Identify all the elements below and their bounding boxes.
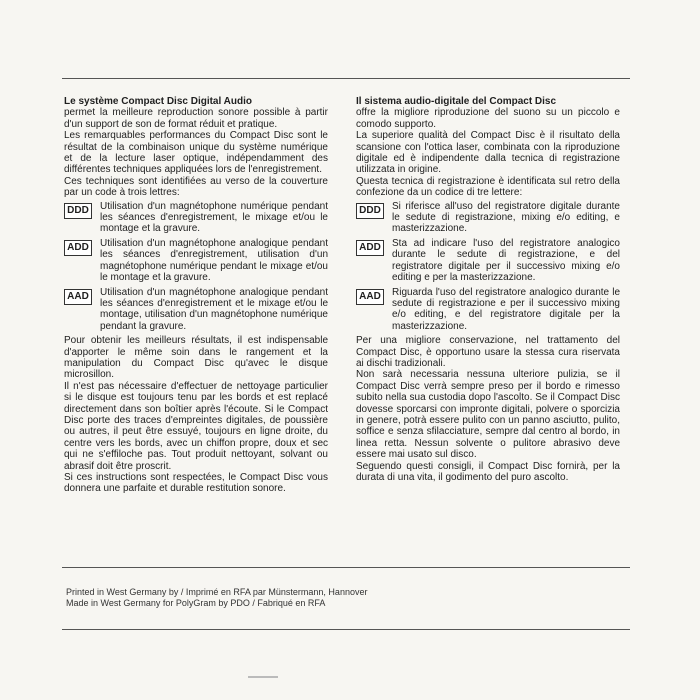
italian-code-ddd	[356, 201, 620, 235]
italian-heading: Il sistema audio-digitale del Compact Disc	[356, 96, 557, 107]
french-paragraph-3: Ces techniques sont identifiées au verso de la couverture par un code à trois lettres:	[64, 175, 328, 199]
imprint-made-line: Made in West Germany for PolyGram by PDO / Fabriqué en RFA	[66, 598, 326, 608]
middle-rule	[62, 567, 630, 568]
french-code-add	[64, 238, 328, 284]
french-code-ddd	[64, 201, 328, 235]
french-paragraph-4: Pour obtenir les meilleurs résultats, il est indispensable d'apporter le même soin dans le rangement et la manipulation du Compact Disc qu'avec le disque microsillon.	[64, 335, 328, 381]
add-badge: ADD	[64, 240, 92, 256]
imprint	[66, 587, 367, 609]
aad-description: Riguarda l'uso del registratore analogico durante le sedute di registrazione e per il successivo mixing e/o editing, e del registratore digitale per la masterizzazione.	[392, 286, 620, 332]
italian-paragraph-5: Non sarà necessaria nessuna ulteriore pulizia, se il Compact Disc verrà sempre preso per il bordo e rimesso subito nella sua custodia dopo l'ascolto. Se il Compact Disc dovesse sporcarsi con impronte digitali, polvere o sporcizia in genere, potrà essere pulito con un panno asciutto, pulito, soffice e senza sfilacciature, sempre dal centro al bordo, in linea retta. Nessun solvente o pulitore abrasivo deve essere mai usato sul disco.	[356, 369, 620, 461]
italian-code-add	[356, 238, 620, 284]
french-code-aad	[64, 287, 328, 333]
aad-badge: AAD	[64, 289, 92, 305]
french-heading: Le système Compact Disc Digital Audio	[64, 96, 253, 107]
italian-intro: offre la migliore riproduzione del suono su un piccolo e comodo supporto.	[356, 107, 620, 130]
french-paragraph-5: Il n'est pas nécessaire d'effectuer de nettoyage particulier si le disque est toujours tenu par les bords et est replacé directement dans son boîtier après l'écoute. Si le Compact Disc porte des traces d'empreintes digitales, de poussière ou autres, il peut être essuyé, toujours en ligne droite, du centre vers les bords, avec un chiffon propre, doux et sec qui ne s'effiloche pas. Tout produit nettoyant, solvant ou abrasif doit être proscrit.	[64, 380, 328, 472]
bottom-rule	[62, 629, 630, 630]
ddd-description: Si riferisce all'uso del registratore digitale durante le sedute di registrazione, mixing e/o editing, e masterizzazione.	[392, 200, 620, 235]
french-column	[64, 96, 328, 495]
ddd-badge: DDD	[64, 203, 92, 219]
bottom-mark	[248, 676, 278, 678]
italian-paragraph-6: Seguendo questi consigli, il Compact Disc fornirà, per la durata di una vita, il godimento del puro ascolto.	[356, 460, 620, 483]
add-description: Sta ad indicare l'uso del registratore analogico durante le sedute di registrazione, e del registratore digitale per il successivo mixing e/o editing e per la masterizzazione.	[392, 237, 620, 284]
ddd-badge: DDD	[356, 203, 384, 219]
italian-paragraph-4: Per una migliore conservazione, nel trattamento del Compact Disc, è opportuno usare la stessa cura riservata ai dischi tradizionali.	[356, 335, 620, 369]
french-paragraph-6: Si ces instructions sont respectées, le Compact Disc vous donnera une parfaite et durable restitution sonore.	[64, 472, 328, 495]
aad-badge: AAD	[356, 289, 384, 305]
italian-code-aad	[356, 287, 620, 333]
french-intro: permet la meilleure reproduction sonore possible à partir d'un support de son de format réduit et pratique.	[64, 107, 328, 130]
italian-paragraph-3: Questa tecnica di registrazione è identificata sul retro della confezione da un codice di tre lettere:	[356, 175, 620, 199]
french-paragraph-2: Les remarquables performances du Compact Disc sont le résultat de la combinaison unique du système numérique et de la lecture laser optique, indépendamment des différentes techniques appliquées lors de l'enregistrement.	[64, 130, 328, 176]
add-badge: ADD	[356, 240, 384, 256]
italian-column	[356, 96, 620, 483]
top-rule	[62, 78, 630, 79]
italian-paragraph-2: La superiore qualità del Compact Disc è il risultato della scansione con l'ottica laser, combinata con la riproduzione digitale ed è indipendente dalla tecnica di registrazione utilizzata in origine.	[356, 130, 620, 176]
add-description: Utilisation d'un magnétophone analogique pendant les séances d'enregistrement, utilisation d'un magnétophone numérique pendant le mixage et/ou le montage et la gravure.	[100, 237, 328, 284]
ddd-description: Utilisation d'un magnétophone numérique pendant les séances d'enregistrement, le mixage et/ou le montage et la gravure.	[100, 200, 328, 235]
aad-description: Utilisation d'un magnétophone analogique pendant les séances d'enregistrement et le mixage et/ou le montage, utilisation d'un magnétophone numérique pendant la gravure.	[100, 286, 328, 332]
imprint-printed-line: Printed in West Germany by / Imprimé en RFA par Münstermann, Hannover	[66, 587, 368, 597]
